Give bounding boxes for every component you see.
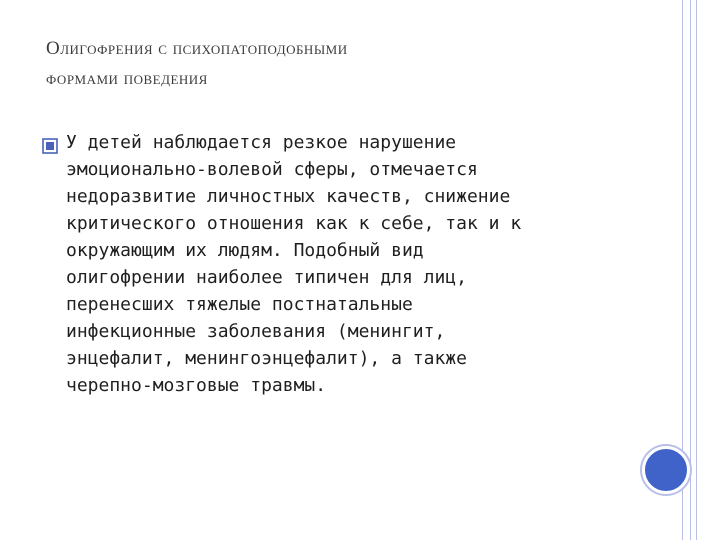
slide-title <box>46 34 646 94</box>
bullet-text-line: недоразвитие личностных качеств, снижение <box>66 186 511 207</box>
bullet-text-line: У детей наблюдается резкое нарушение <box>66 132 457 153</box>
bullet-text-line: инфекционные заболевания (менингит, <box>66 321 446 342</box>
bullet-text-line: энцефалит, менингоэнцефалит), а также <box>66 348 467 369</box>
bullet-text-line: критического отношения как к себе, так и к <box>66 213 522 234</box>
bullet-text <box>66 129 626 399</box>
slide-title-line: Олигофрения с психопатоподобными <box>46 38 348 59</box>
slide-title-line: формами поведения <box>46 68 208 89</box>
decorative-circle <box>642 446 690 494</box>
bullet-text-line: окружающим их людям. Подобный вид <box>66 240 424 261</box>
bullet-text-line: перенесших тяжелые постнатальные <box>66 294 413 315</box>
frame-line <box>690 0 691 540</box>
bullet-text-line: олигофрении наиболее типичен для лиц, <box>66 267 467 288</box>
bullet-text-line: черепно-мозговые травмы. <box>66 375 327 396</box>
frame-line <box>696 0 697 540</box>
bullet-text-line: эмоционально-волевой сферы, отмечается <box>66 159 478 180</box>
